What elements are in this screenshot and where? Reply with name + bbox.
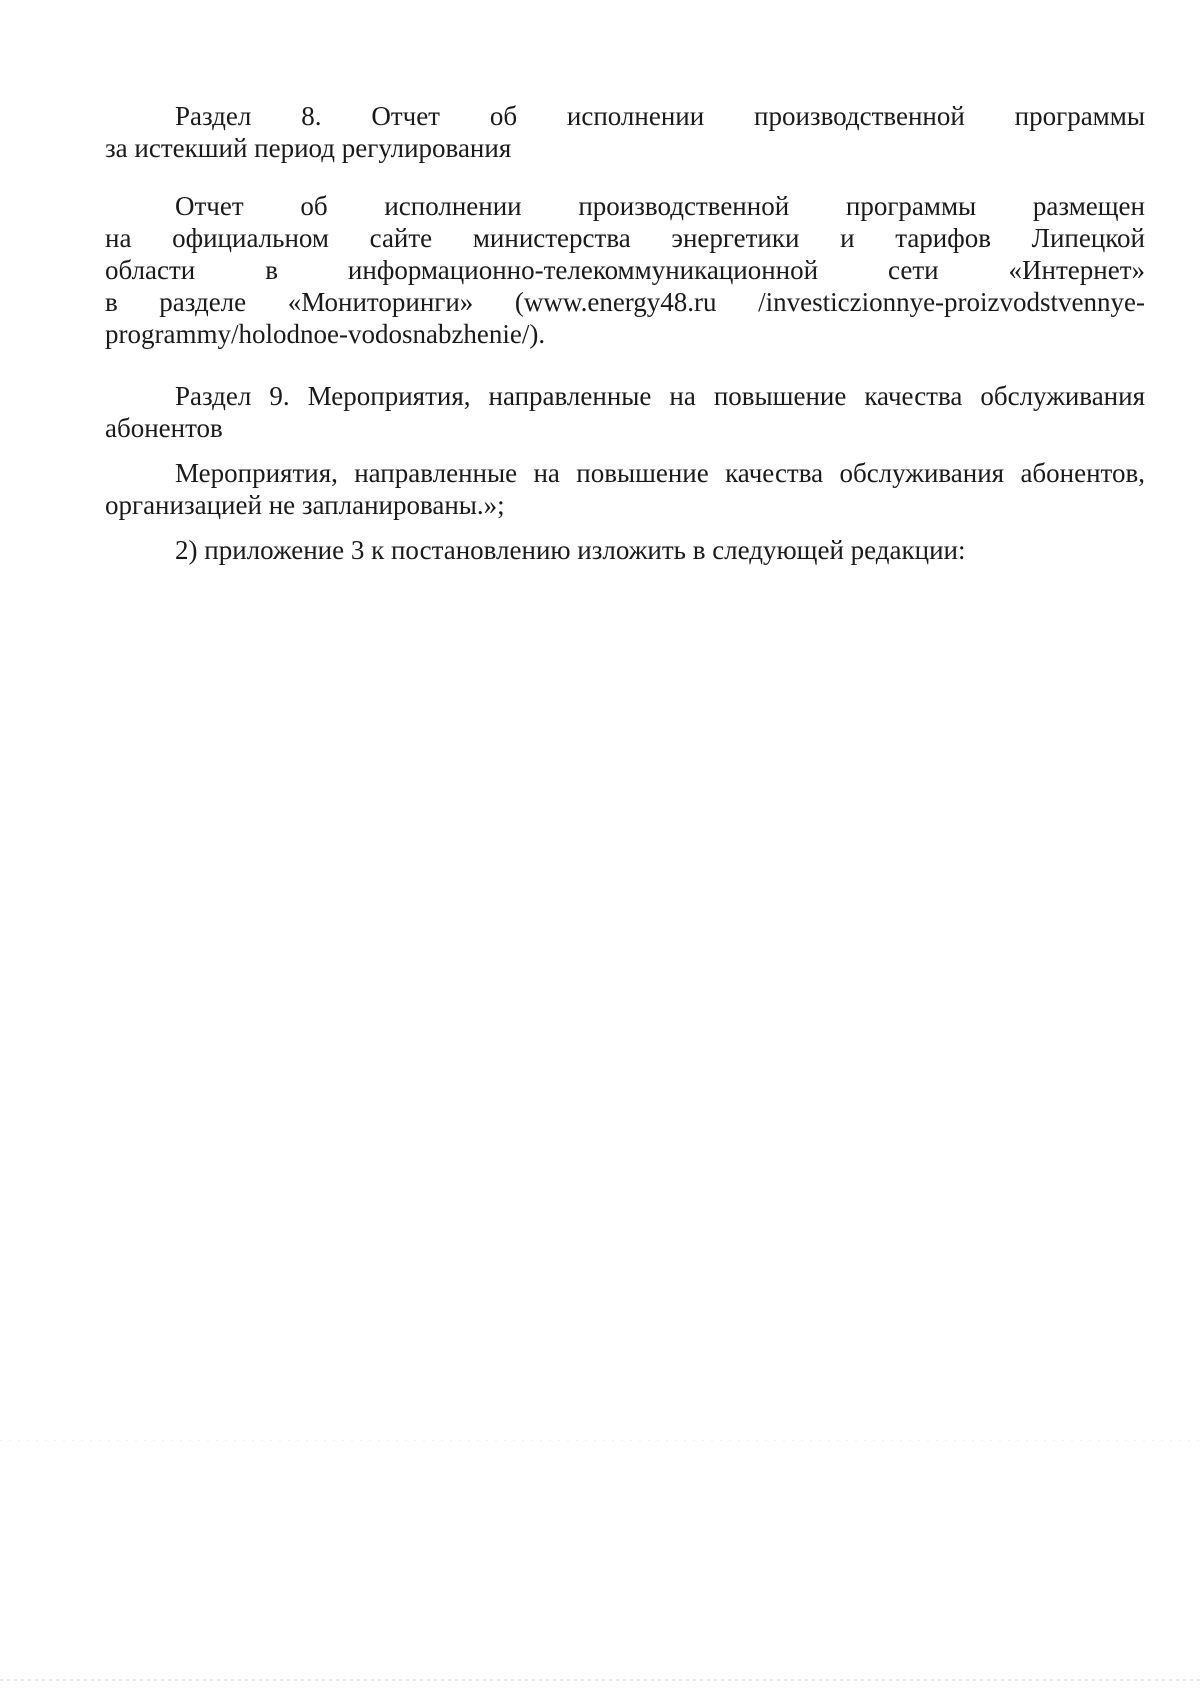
section-9-heading-line-1: Раздел 9. Мероприятия, направленные на повышение качества обслуживания — [175, 381, 1145, 411]
section-8-heading-line-1: Раздел 8. Отчет об исполнении производственной программы — [175, 101, 1145, 131]
section-8-heading — [105, 100, 1145, 164]
section-9-paragraph-line-1: Мероприятия, направленные на повышение качества обслуживания абонентов, — [175, 458, 1145, 488]
section-8-paragraph-line-2: на официальном сайте министерства энергетики и тарифов Липецкой — [105, 223, 1145, 253]
section-9-heading — [105, 380, 1145, 444]
scan-artifact-line — [0, 1440, 1200, 1441]
section-8-paragraph-line-4: в разделе «Мониторинги» (www.energy48.ru /investicziоnnye-proizvodstvennye- — [105, 287, 1145, 317]
section-9-paragraph-line-2: организацией не запланированы.»; — [105, 490, 505, 520]
item-2-text: 2) приложение 3 к постановлению изложить в следующей редакции: — [175, 535, 966, 565]
section-9-paragraph — [105, 457, 1145, 521]
item-2 — [105, 534, 1145, 566]
section-8-paragraph-line-5: programmy/holodnoe-vodosnabzhenie/). — [105, 319, 546, 349]
section-8-paragraph — [105, 190, 1145, 350]
scan-artifact-bottom — [0, 1679, 1200, 1681]
section-8-paragraph-line-3: области в информационно-телекоммуникационной сети «Интернет» — [105, 255, 1145, 285]
section-8-heading-line-2: за истекший период регулирования — [105, 133, 512, 163]
section-9-heading-line-2: абонентов — [105, 413, 223, 443]
section-8-paragraph-line-1: Отчет об исполнении производственной программы размещен — [175, 191, 1145, 221]
